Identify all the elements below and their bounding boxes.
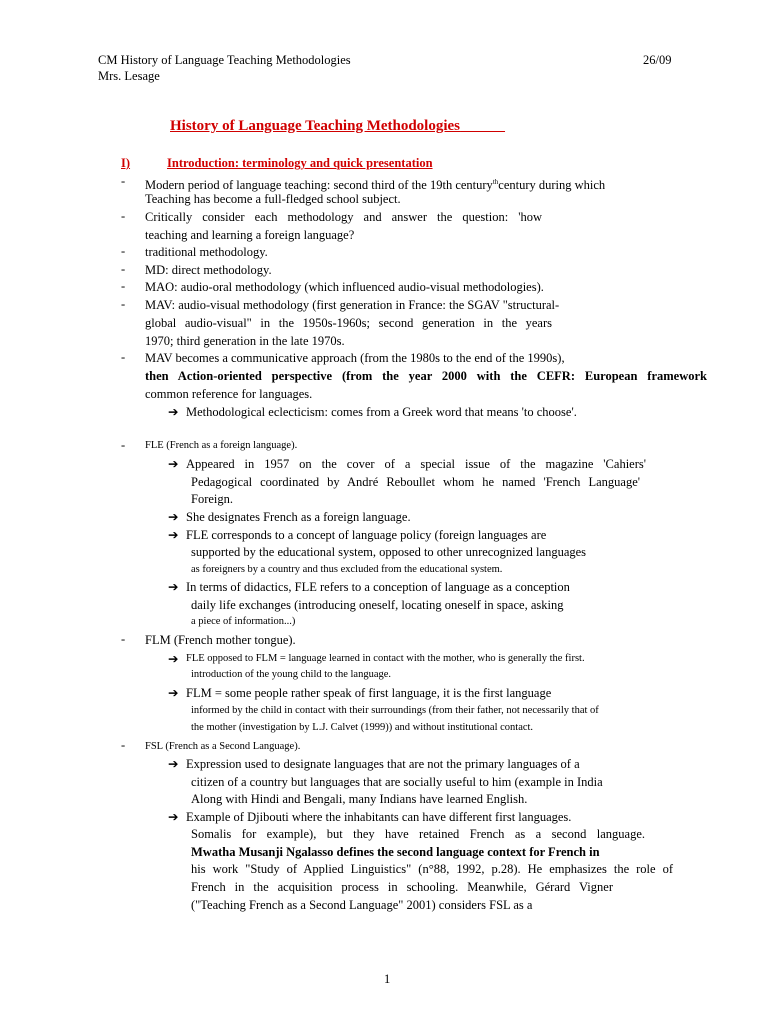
arrow-text: Along with Hindi and Bengali, many Indians have learned English.	[191, 792, 528, 806]
arrow-text: Appeared in 1957 on the cover of a special issue of the magazine 'Cahiers'	[186, 457, 646, 471]
arrow-icon: ➔	[168, 810, 179, 824]
arrow-text: ("Teaching French as a Second Language" 2001) considers FSL as a	[191, 898, 533, 912]
subsection-head: FSL (French as a Second Language).	[145, 741, 301, 752]
arrow-text: French in the acquisition process in schooling. Meanwhile, Gérard Vigner	[191, 880, 613, 894]
arrow-icon: ➔	[168, 528, 179, 542]
bullet-dash: -	[121, 174, 126, 188]
section-title: Introduction: terminology and quick presentation	[167, 156, 433, 170]
header-date: 26/09	[643, 53, 672, 67]
arrow-text: Methodological eclecticism: comes from a Greek word that means 'to choose'.	[186, 405, 577, 419]
arrow-text: citizen of a country but languages that are socially useful to him (example in India	[191, 775, 603, 789]
arrow-icon: ➔	[168, 405, 179, 419]
arrow-text: supported by the educational system, opposed to other unrecognized languages	[191, 545, 587, 559]
arrow-text: FLM = some people rather speak of first language, it is the first language	[186, 686, 552, 700]
teacher-name: Mrs. Lesage	[98, 69, 160, 83]
arrow-text: Expression used to designate languages that are not the primary languages of a	[186, 757, 580, 771]
arrow-icon: ➔	[168, 457, 179, 471]
bullet-dash: -	[121, 738, 126, 752]
bullet-text: traditional methodology.	[145, 245, 268, 259]
bullet-text: MAV becomes a communicative approach (from the 1980s to the end of the 1990s),	[145, 351, 565, 365]
arrow-icon: ➔	[168, 652, 179, 666]
arrow-icon: ➔	[168, 757, 179, 771]
arrow-icon: ➔	[168, 580, 179, 594]
bullet-text: MAV: audio-visual methodology (first generation in France: the SGAV "structural-	[145, 298, 560, 312]
arrow-text-bold: Mwatha Musanji Ngalasso defines the second language context for French in	[191, 845, 600, 859]
section-number: I)	[121, 156, 131, 170]
arrow-text: Somalis for example), but they have retained French as a second language.	[191, 827, 645, 841]
bullet-dash: -	[121, 279, 126, 293]
bullet-dash: -	[121, 350, 126, 364]
bullet-text: Modern period of language teaching: second third of the 19th century$^{th}$century during which	[145, 178, 606, 193]
subsection-head: FLM (French mother tongue).	[145, 633, 296, 647]
arrow-icon: ➔	[168, 510, 179, 524]
arrow-text: introduction of the young child to the language.	[191, 669, 392, 680]
arrow-text: FLE corresponds to a concept of language policy (foreign languages are	[186, 528, 547, 542]
arrow-text: informed by the child in contact with their surroundings (from their father, not necessarily that of	[191, 705, 599, 716]
bullet-text: teaching and learning a foreign language?	[145, 228, 355, 242]
subsection-head: FLE (French as a foreign language).	[145, 440, 298, 451]
arrow-text: his work "Study of Applied Linguistics" (n°88, 1992, p.28). He emphasizes the role of	[191, 862, 673, 876]
bullet-text: common reference for languages.	[145, 387, 313, 401]
arrow-text: a piece of information...)	[191, 616, 296, 627]
bullet-dash: -	[121, 209, 126, 223]
arrow-text: the mother (investigation by L.J. Calvet (1999)) and without institutional contact.	[191, 722, 534, 733]
bullet-text: global audio-visual" in the 1950s-1960s; second generation in the years	[145, 316, 552, 330]
bullet-dash: -	[121, 632, 126, 646]
page-number: 1	[384, 972, 391, 986]
bullet-dash: -	[121, 244, 126, 258]
arrow-text: daily life exchanges (introducing oneself, locating oneself in space, asking	[191, 598, 564, 612]
course-header: CM History of Language Teaching Methodologies	[98, 53, 351, 67]
document-title: History of Language Teaching Methodologies	[170, 118, 461, 134]
bullet-text: MAO: audio-oral methodology (which influenced audio-visual methodologies).	[145, 280, 544, 294]
arrow-text: Foreign.	[191, 492, 234, 506]
bullet-text-bold: then Action-oriented perspective (from the year 2000 with the CEFR: European framework	[145, 369, 707, 383]
arrow-text: FLE opposed to FLM = language learned in contact with the mother, who is generally the first.	[186, 653, 585, 664]
arrow-text: In terms of didactics, FLE refers to a conception of language as a conception	[186, 580, 570, 594]
bullet-text: 1970; third generation in the late 1970s.	[145, 334, 345, 348]
bullet-dash: -	[121, 262, 126, 276]
bullet-text: Teaching has become a full-fledged school subject.	[145, 192, 401, 206]
arrow-text: Example of Djibouti where the inhabitants can have different first languages.	[186, 810, 572, 824]
arrow-text: Pedagogical coordinated by André Reboullet whom he named 'French Language'	[191, 475, 640, 489]
arrow-text: She designates French as a foreign language.	[186, 510, 411, 524]
section-heading	[121, 156, 433, 171]
arrow-icon: ➔	[168, 686, 179, 700]
bullet-text: MD: direct methodology.	[145, 263, 272, 277]
bullet-dash: -	[121, 438, 126, 452]
bullet-dash: -	[121, 297, 126, 311]
arrow-text: as foreigners by a country and thus excluded from the educational system.	[191, 564, 503, 575]
bullet-text: Critically consider each methodology and answer the question: 'how	[145, 210, 542, 224]
